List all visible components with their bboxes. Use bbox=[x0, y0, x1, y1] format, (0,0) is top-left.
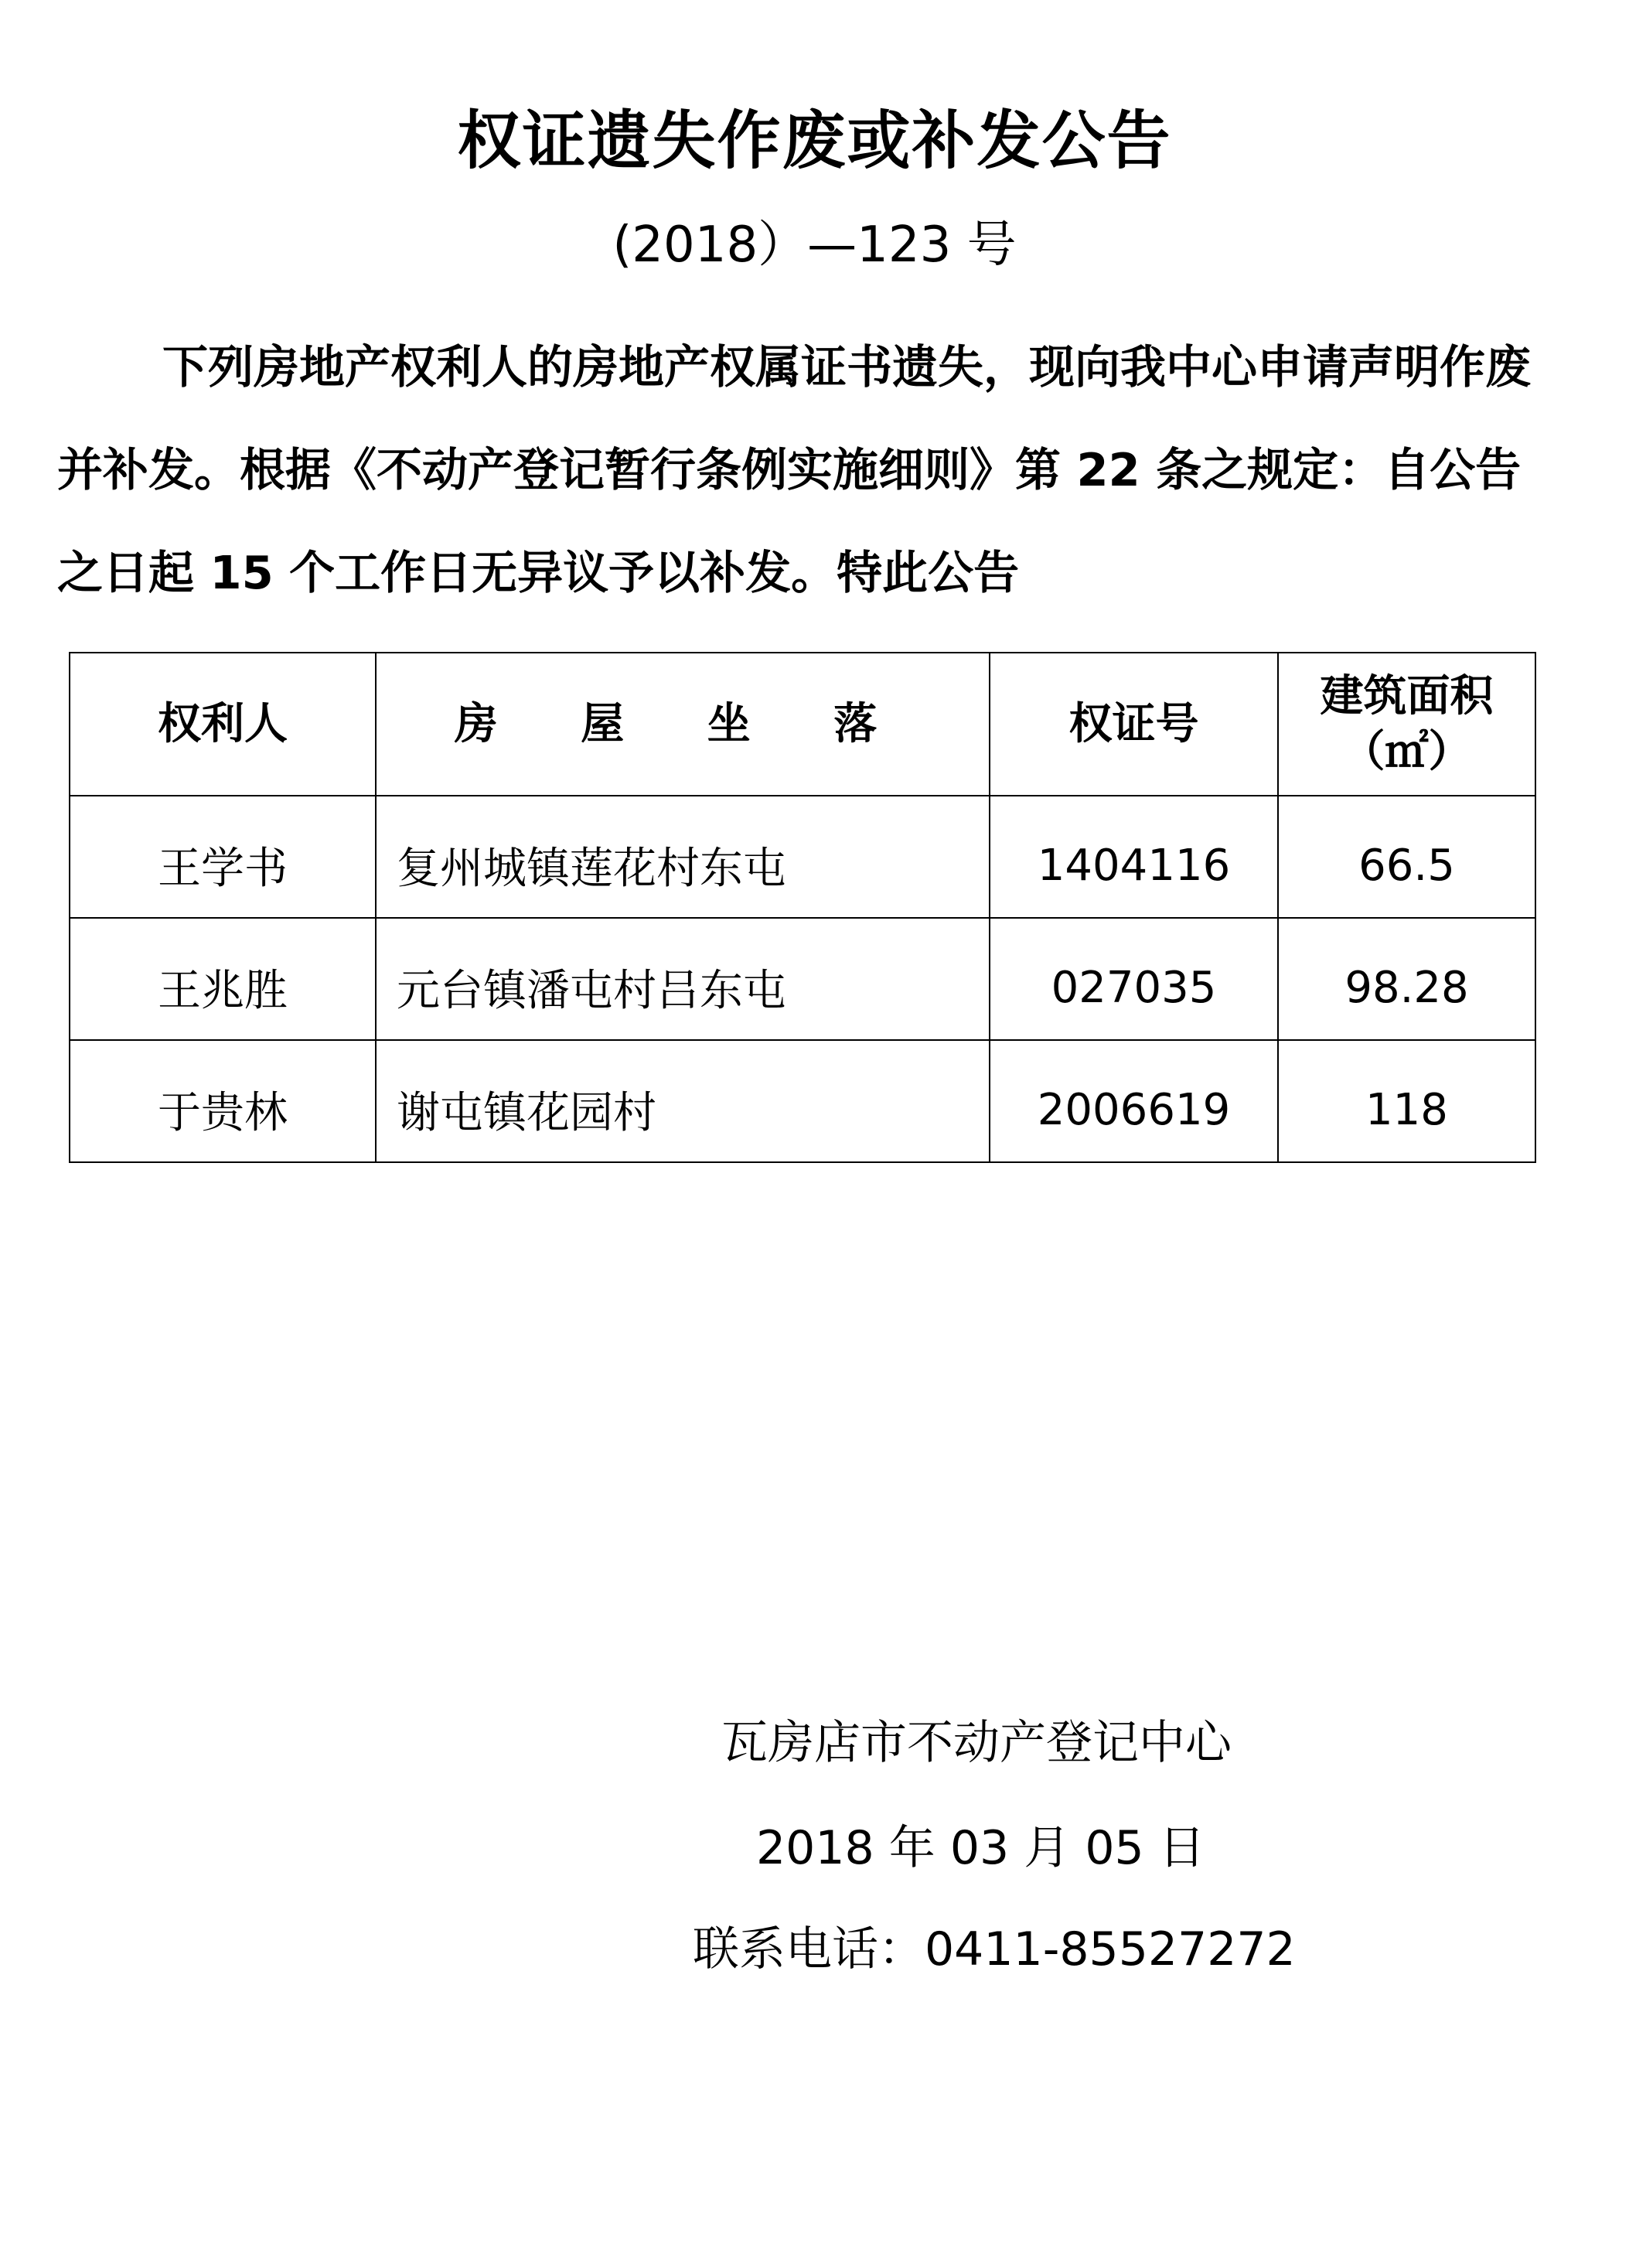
header-location-label: 房 屋 坐 落 bbox=[454, 698, 912, 749]
notice-title: 权证遗失作废或补发公告 bbox=[457, 104, 1172, 178]
header-owner: 权利人 bbox=[70, 653, 376, 796]
header-area bbox=[1278, 653, 1535, 796]
cell-location: 复州城镇莲花村东屯 bbox=[376, 796, 990, 918]
cell-area: 98.28 bbox=[1278, 918, 1535, 1040]
cell-owner: 于贵林 bbox=[70, 1040, 376, 1162]
cell-location: 元台镇潘屯村吕东屯 bbox=[376, 918, 990, 1040]
lost-certificate-table bbox=[69, 652, 1536, 1163]
cell-location: 谢屯镇花园村 bbox=[376, 1040, 990, 1162]
footer-date: 2018 年 03 月 05 日 bbox=[756, 1821, 1205, 1875]
table-row bbox=[70, 796, 1535, 918]
table-header-row bbox=[70, 653, 1535, 796]
table-row bbox=[70, 918, 1535, 1040]
cell-cert-no: 2006619 bbox=[990, 1040, 1278, 1162]
cell-owner: 王兆胜 bbox=[70, 918, 376, 1040]
header-area-label: 建筑面积 bbox=[1320, 670, 1494, 721]
footer-issuer: 瓦房店市不动产登记中心 bbox=[721, 1716, 1232, 1770]
cell-cert-no: 1404116 bbox=[990, 796, 1278, 918]
cell-area: 66.5 bbox=[1278, 796, 1535, 918]
notice-number: (2018）—123 号 bbox=[612, 217, 1017, 274]
cell-area: 118 bbox=[1278, 1040, 1535, 1162]
header-location bbox=[376, 653, 990, 796]
header-cert-no: 权证号 bbox=[990, 653, 1278, 796]
cell-cert-no: 027035 bbox=[990, 918, 1278, 1040]
table-row bbox=[70, 1040, 1535, 1162]
notice-body: 下列房地产权利人的房地产权属证书遗失，现向我中心申请声明作废并补发。根据《不动产登记暂行条例实施细则》第 22 条之规定：自公告之日起 15 个工作日无异议予以补发。特此公告 bbox=[57, 340, 1532, 599]
footer-contact: 联系电话：0411-85527272 bbox=[693, 1922, 1296, 1976]
cell-owner: 王学书 bbox=[70, 796, 376, 918]
header-area-unit: （㎡） bbox=[1341, 726, 1472, 777]
